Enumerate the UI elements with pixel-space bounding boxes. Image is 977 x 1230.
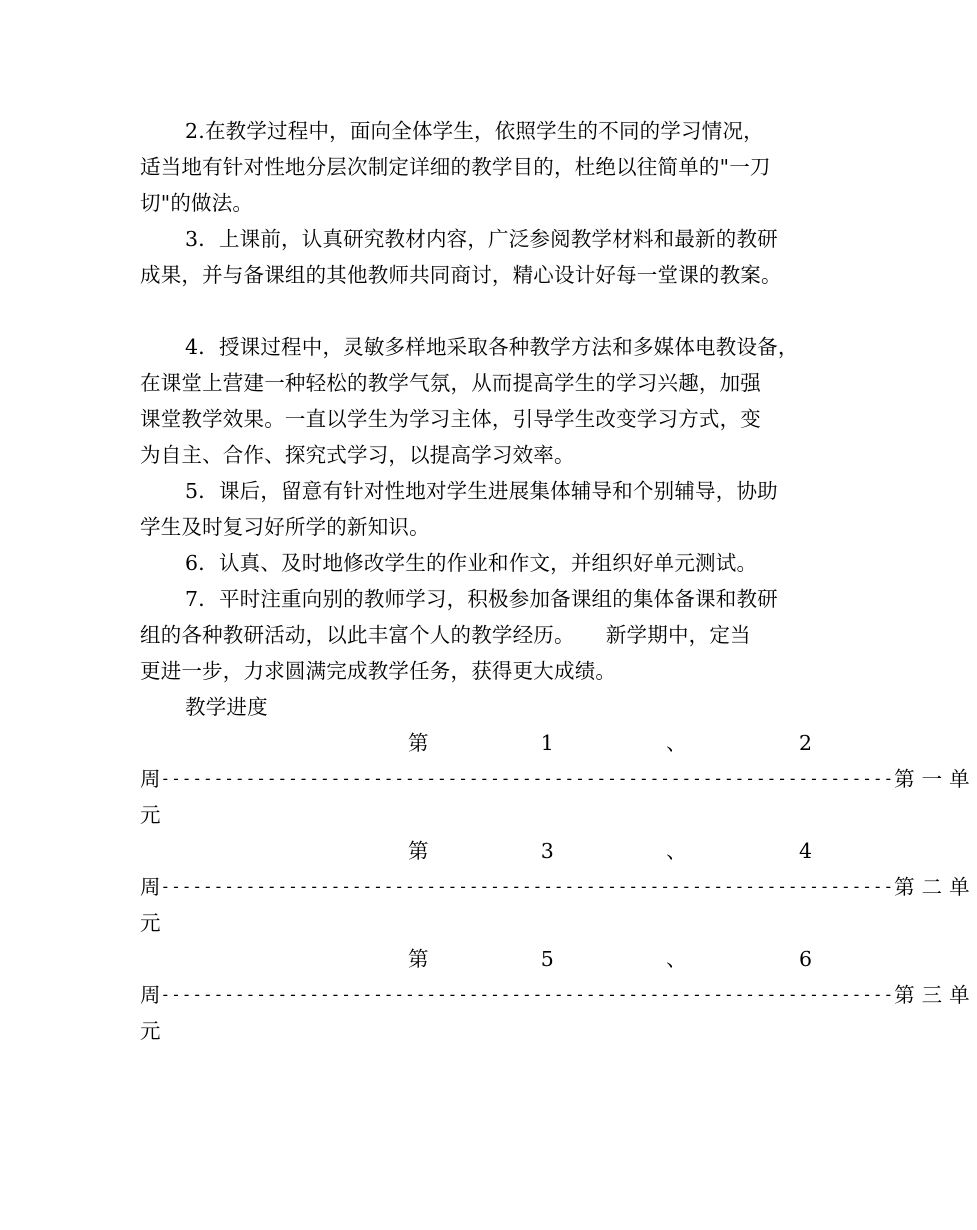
week-start: 3 — [540, 839, 554, 863]
week-prefix: 第 — [408, 839, 429, 863]
schedule-row-1-tail: 元 — [140, 803, 161, 827]
paragraph-3-line-2: 成果，并与备课组的其他教师共同商讨，精心设计好每一堂课的教案。 — [140, 263, 782, 287]
schedule-row-3-weeks — [408, 941, 812, 977]
schedule-row-1-weeks — [408, 725, 812, 761]
paragraph-4-line-3: 课堂教学效果。一直以学生为学习主体，引导学生改变学习方式，变 — [140, 407, 761, 431]
week-prefix: 第 — [408, 947, 429, 971]
unit-label: 第二单 — [894, 875, 977, 899]
paragraph-5-line-2: 学生及时复习好所学的新知识。 — [140, 515, 430, 539]
week-prefix: 第 — [408, 731, 429, 755]
paragraph-2-line-2: 适当地有针对性地分层次制定详细的教学目的，杜绝以往简单的"一刀 — [140, 155, 771, 179]
paragraph-5-line-1: 5．课后，留意有针对性地对学生进展集体辅导和个别辅导，协助 — [185, 479, 778, 503]
week-end: 2 — [798, 731, 812, 755]
week-suffix: 周 — [140, 767, 161, 791]
unit-label: 第三单 — [894, 983, 977, 1007]
schedule-row-3-tail: 元 — [140, 1019, 161, 1043]
week-separator: 、 — [666, 731, 687, 755]
schedule-row-2-tail: 元 — [140, 911, 161, 935]
paragraph-2-line-1: 2.在教学过程中，面向全体学生，依照学生的不同的学习情况， — [185, 119, 764, 143]
schedule-heading: 教学进度 — [185, 695, 268, 719]
schedule-row-2-leader — [140, 869, 977, 905]
dash-leader: --------------------------------------------------------------------- — [160, 769, 895, 788]
paragraph-7-line-3: 更进一步，力求圆满完成教学任务，获得更大成绩。 — [140, 659, 617, 683]
dash-leader: --------------------------------------------------------------------- — [160, 877, 895, 896]
week-separator: 、 — [666, 947, 687, 971]
paragraph-4-line-2: 在课堂上营建一种轻松的教学气氛，从而提高学生的学习兴趣，加强 — [140, 371, 761, 395]
week-end: 6 — [798, 947, 812, 971]
schedule-row-3-leader — [140, 977, 977, 1013]
dash-leader: --------------------------------------------------------------------- — [160, 985, 895, 1004]
week-separator: 、 — [666, 839, 687, 863]
paragraph-3-line-1: 3．上课前，认真研究教材内容，广泛参阅教学材料和最新的教研 — [185, 227, 778, 251]
schedule-row-1-leader — [140, 761, 977, 797]
week-end: 4 — [798, 839, 812, 863]
week-start: 5 — [540, 947, 554, 971]
paragraph-7-line-1: 7．平时注重向别的教师学习，积极参加备课组的集体备课和教研 — [185, 587, 778, 611]
paragraph-4-line-1: 4．授课过程中，灵敏多样地采取各种教学方法和多媒体电教设备， — [185, 335, 799, 359]
paragraph-2-line-3: 切"的做法。 — [140, 191, 254, 215]
week-start: 1 — [540, 731, 554, 755]
paragraph-4-line-4: 为自主、合作、探究式学习，以提高学习效率。 — [140, 443, 575, 467]
unit-label: 第一单 — [894, 767, 977, 791]
week-suffix: 周 — [140, 875, 161, 899]
week-suffix: 周 — [140, 983, 161, 1007]
paragraph-7-line-2: 组的各种教研活动，以此丰富个人的教学经历。 新学期中，定当 — [140, 623, 751, 647]
schedule-row-2-weeks — [408, 833, 812, 869]
paragraph-6-line-1: 6．认真、及时地修改学生的作业和作文，并组织好单元测试。 — [185, 551, 758, 575]
